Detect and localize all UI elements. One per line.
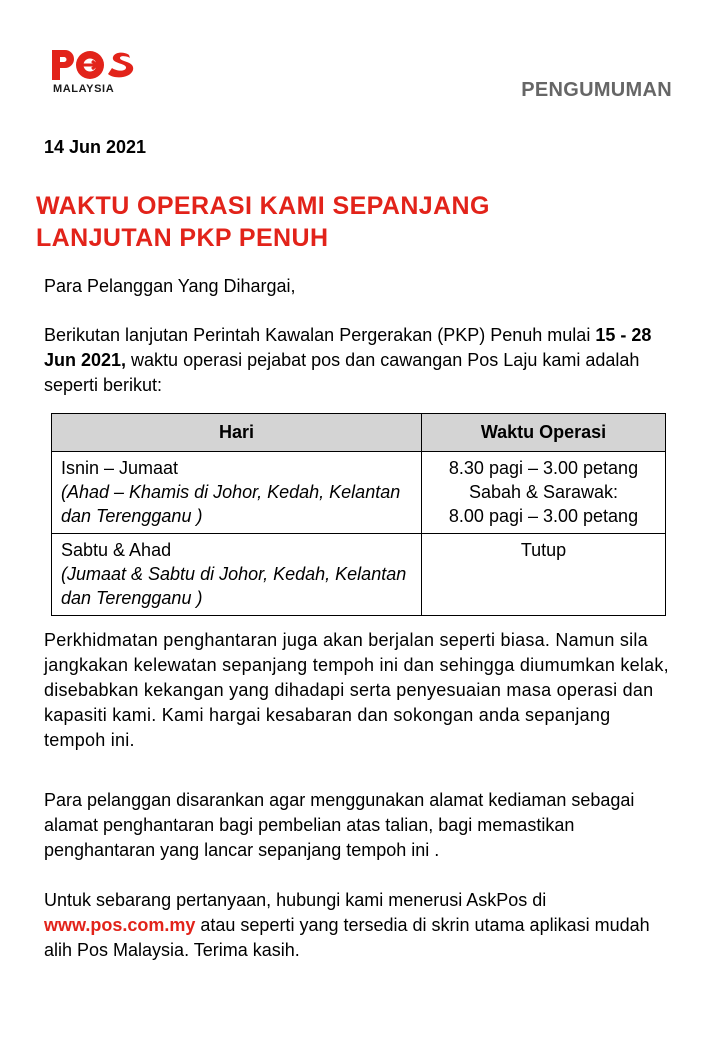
table-row [52, 452, 666, 534]
hours-line: Tutup [520, 540, 567, 560]
day-note: (Jumaat & Sabtu di Johor, Kedah, Kelantan dan Terengganu ) [61, 564, 407, 608]
service-paragraph: Perkhidmatan penghantaran juga akan berjalan seperti biasa. Namun sila jangkakan kelewatan sepanjang tempoh ini dan sehingga diumumkan kelak, disebabkan kekangan yang dihadapi serta penyesuaian masa operasi dan kapasiti kami. Kami hargai kesabaran dan sokongan anda sepanjang tempoh ini. [44, 630, 669, 750]
intro-paragraph [44, 323, 676, 398]
intro-text-after: waktu operasi pejabat pos dan cawangan Pos Laju kami adalah seperti berikut: [44, 350, 640, 395]
announcement-date: 14 Jun 2021 [44, 137, 147, 157]
intro-text-before: Berikutan lanjutan Perintah Kawalan Pergerakan (PKP) Penuh mulai [44, 325, 596, 345]
intro-date-range: 15 - 28 Jun 2021, [44, 325, 652, 370]
day-cell [52, 452, 422, 534]
headline [36, 190, 676, 254]
logo-subtitle: MALAYSIA [53, 83, 115, 95]
contact-paragraph [44, 888, 676, 963]
header-day: Hari [52, 414, 422, 452]
greeting: Para Pelanggan Yang Dihargai, [44, 276, 296, 296]
day-cell [52, 534, 422, 616]
hours-cell [422, 534, 666, 616]
hours-line: 8.00 pagi – 3.00 petang [448, 506, 639, 526]
announcement-label: PENGUMUMAN [521, 79, 672, 101]
day-label: Sabtu & Ahad [61, 540, 172, 560]
operating-hours-table [51, 413, 666, 616]
hours-line: 8.30 pagi – 3.00 petang [448, 458, 639, 478]
advice-paragraph: Para pelanggan disarankan agar menggunakan alamat kediaman sebagai alamat penghantaran bagi pembelian atas talian, bagi memastikan penghantaran yang lancar sepanjang tempoh ini . [44, 790, 635, 860]
header-hours: Waktu Operasi [422, 414, 666, 452]
hours-cell [422, 452, 666, 534]
headline-line-1: WAKTU OPERASI KAMI SEPANJANG [36, 192, 490, 220]
contact-text-before: Untuk sebarang pertanyaan, hubungi kami menerusi AskPos di [44, 890, 547, 910]
hours-line: Sabah & Sarawak: [468, 482, 619, 502]
pos-logo-mark [50, 46, 142, 84]
website-link[interactable]: www.pos.com.my [44, 915, 196, 935]
day-note: (Ahad – Khamis di Johor, Kedah, Kelantan dan Terengganu ) [61, 482, 401, 526]
table-header-row [52, 414, 666, 452]
pos-malaysia-logo [50, 46, 142, 100]
day-label: Isnin – Jumaat [61, 458, 179, 478]
table-row [52, 534, 666, 616]
contact-text-after: atau seperti yang tersedia di skrin utama aplikasi mudah alih Pos Malaysia. Terima kasih. [44, 915, 650, 960]
headline-line-2: LANJUTAN PKP PENUH [36, 224, 329, 252]
